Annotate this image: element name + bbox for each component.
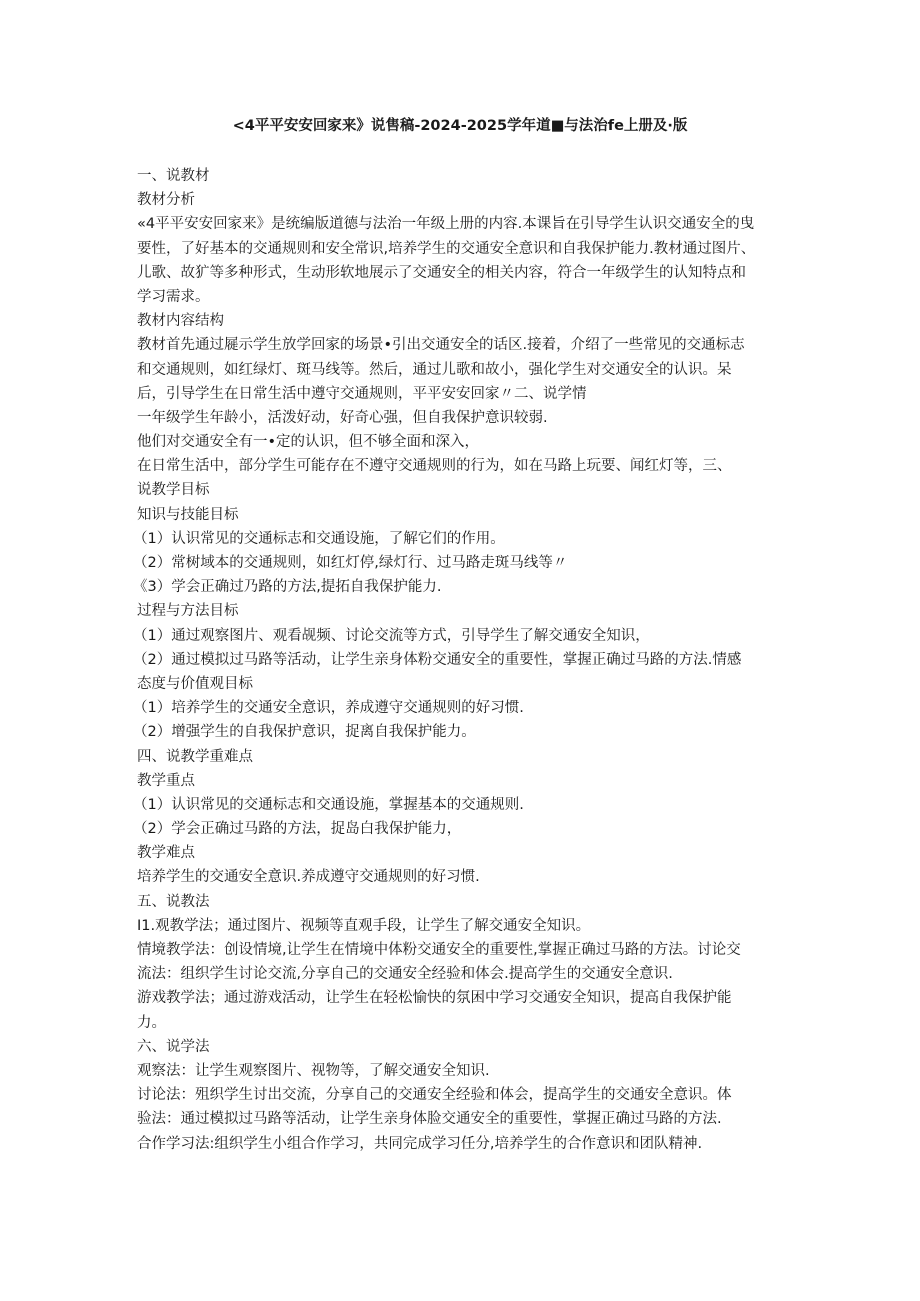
section-heading-keypoints: 四、说教学重难点: [137, 748, 253, 765]
paragraph-line: 后，引导学生在日常生活中遵守交通规则，平平安安回家〃二、说学情: [137, 385, 587, 402]
paragraph-line: 合作学习法:组织学生小组合作学习，共同完成学习任分,培养学生的合作意识和团队精神.: [137, 1135, 703, 1152]
paragraph-line: 游戏教学法；通过游戏活动，让学生在轻松愉快的氛困中学习交通安全知识，提高自我保护能: [137, 990, 732, 1007]
section-heading-textbook: 一、说教材: [137, 168, 210, 184]
subheading-knowledge: 知识与技能目标: [137, 506, 239, 523]
paragraph-line: I1.观教学法；通过图片、视频等直观手段，让学生了解交通安全知识。: [137, 917, 591, 934]
subheading-analysis: 教材分析: [137, 192, 195, 209]
list-item: （2）增强学生的自我保护意识，捉离自我保护能力。: [133, 724, 476, 741]
paragraph-line: 在日常生活中，部分学生可能存在不遵守交通规则的行为，如在马路上玩要、闻红灯等，三、: [137, 458, 732, 475]
document-body: [133, 164, 797, 1156]
list-item: （2）通过模拟过马路等活动，让学生亲身体粉交通安全的重要性，掌握正确过马路的方法.情感: [133, 651, 742, 668]
list-item: 《3）学会正确过乃路的方法,提拓自我保护能力.: [133, 579, 442, 596]
paragraph-line: «4平平安安回家来》是统编版道德与法治一年级上册的内容.本课旨在引导学生认识交通安全的曳: [137, 216, 755, 233]
list-item: （1）认识常见的交通标志和交通设施，了解它们的作用。: [133, 530, 505, 547]
paragraph-line: 流法：组织学生讨论交流,分享自己的交通安全经验和体会.提高学生的交通安全意识.: [137, 966, 673, 983]
subheading-process: 过程与方法目标: [137, 603, 239, 620]
subheading-difficulty: 教学难点: [137, 845, 195, 862]
paragraph-line: 情境教学法：创设情境,让学生在情境中体粉交通安全的重要性,掌握正确过马路的方法。讨论交: [137, 942, 741, 958]
paragraph-line: 和交通规则，如红绿灯、斑马线等。然后，通过儿歌和故小，强化学生对交通安全的认识。呆: [137, 361, 732, 378]
section-heading-goals: 说教学目标: [137, 482, 210, 499]
paragraph-line: 一年级学生年龄小，活泼好动，好奇心强，但自我保护意识较弱.: [137, 409, 548, 426]
section-heading-learning: 六、说学法: [137, 1038, 210, 1055]
paragraph-line: 观察法：让学生观察图片、视物等，了解交通安全知识.: [137, 1062, 490, 1079]
list-item: （1）通过观察图片、观看觇频、讨论交流等方式，引导学生了解交通安全知识，: [133, 627, 650, 644]
section-heading-methods: 五、说教法: [137, 893, 210, 910]
paragraph-line: 验法：通过模拟过马路等活动，让学生亲身体脸交通安全的重要性，掌握正确过马路的方法.: [137, 1111, 722, 1128]
paragraph-line: 学习需求。: [137, 288, 210, 305]
paragraph-line: 培养学生的交通安全意识.养成遵守交通规则的好习惯.: [137, 869, 480, 886]
paragraph-line: 教材首先通过屣示学生放学回家的场景•引出交通安全的话区.接着，介绍了一些常见的交通标志: [137, 337, 745, 354]
list-item: （2）学会正确过马路的方法，捉岛白我保护能力，: [133, 821, 462, 838]
subheading-structure: 教材内容结构: [137, 313, 224, 330]
paragraph-line: 要性，了好基本的交通规则和安全常识,培养学生的交通安全意识和自我保护能力.教材通过图片、: [137, 240, 756, 257]
paragraph-line: 儿歌、故犷等多种形式，生动形软地展示了交通安全的相关内容，符合一年级学生的认知特点和: [137, 264, 746, 281]
subheading-focus: 教学重点: [137, 772, 195, 789]
list-item: （1）培养学生的交通安全意识，养成遵守交通规则的好习惯.: [133, 700, 524, 717]
paragraph-line: 他们对交通安全有一•定的认识，但不够全面和深入，: [137, 434, 480, 451]
paragraph-line: 讨论法：殂织学生讨岀交流，分享自己的交通安全经验和体会，提高学生的交通安全意识。体: [137, 1087, 732, 1104]
list-item: （2）常树域本的交通规则，如红灯停,绿灯行、过马路走斑马线等〃: [133, 555, 568, 571]
list-item: （1）认识常见的交通标志和交通设施，掌握基本的交通规则.: [133, 796, 524, 813]
paragraph-line: 态度与价值观目标: [137, 675, 253, 692]
document-title: <4平平安安回家来》说售稿-2024-2025学年道■与法治fe上册及·版: [232, 118, 688, 134]
paragraph-line: 力。: [137, 1014, 166, 1031]
